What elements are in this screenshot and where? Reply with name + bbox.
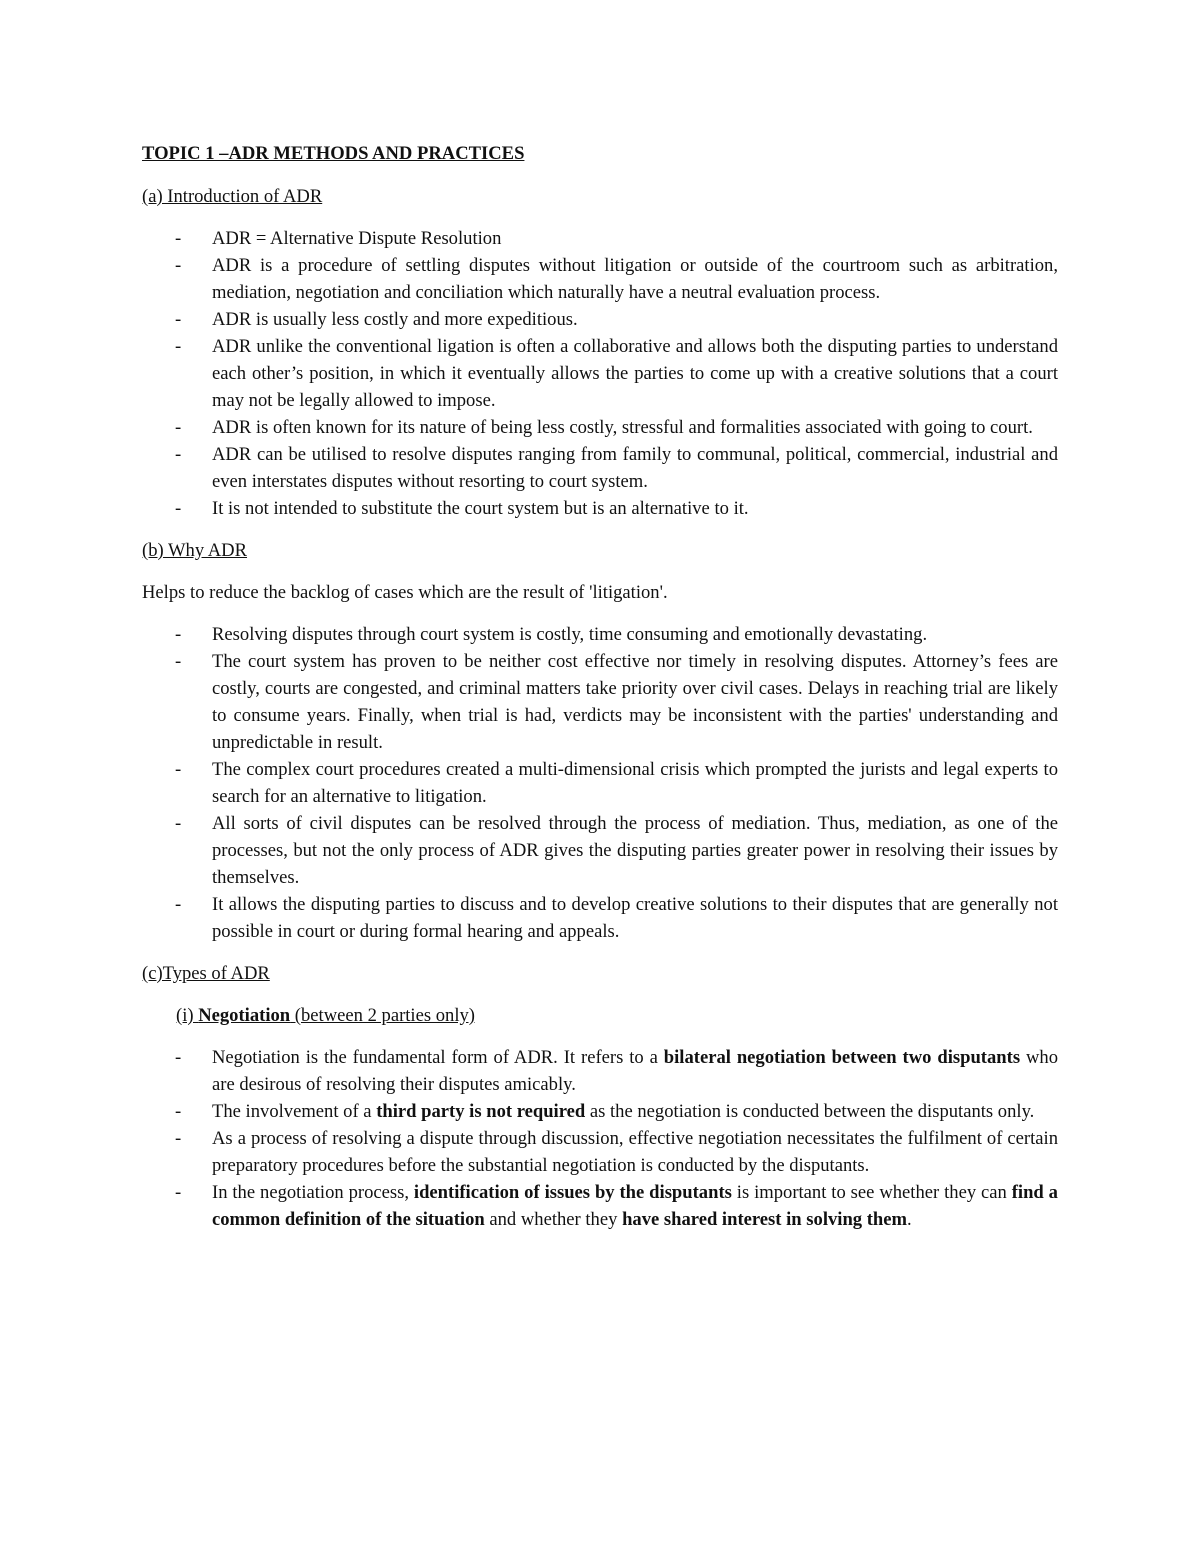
list-item <box>142 1098 1058 1125</box>
list-item <box>142 1179 1058 1233</box>
list-item <box>142 1044 1058 1098</box>
document-page <box>142 140 1058 1248</box>
list-item: - ADR = Alternative Dispute Resolution <box>142 225 1058 252</box>
text-run: as the negotiation is conducted between the disputants only. <box>585 1101 1035 1122</box>
section-a-list <box>142 225 1058 522</box>
list-item: - ADR is a procedure of settling disputes without litigation or outside of the courtroom such as arbitration, mediation, negotiation and conciliation which naturally have a neutral evaluation process. <box>142 252 1058 306</box>
bold-run: third party is not required <box>376 1101 586 1122</box>
text-run: . <box>907 1209 912 1230</box>
list-item: - ADR can be utilised to resolve disputes ranging from family to communal, political, commercial, industrial and even interstates disputes without resorting to court system. <box>142 441 1058 495</box>
bold-run: have shared interest in solving them <box>622 1209 908 1230</box>
list-item: - It is not intended to substitute the court system but is an alternative to it. <box>142 495 1058 522</box>
negotiation-subheading <box>176 1002 1058 1029</box>
bold-run: identification of issues by the disputants <box>413 1182 732 1203</box>
list-item: - Resolving disputes through court system is costly, time consuming and emotionally devastating. <box>142 621 1058 648</box>
bold-run: find a common definition of the situation <box>212 1182 1058 1230</box>
subheading-suffix: (between 2 parties only) <box>290 1005 475 1026</box>
text-run: In the negotiation process, <box>212 1182 414 1203</box>
section-b-intro: Helps to reduce the backlog of cases which are the result of 'litigation'. <box>142 582 668 603</box>
text-run: who are desirous of resolving their disputes amicably. <box>212 1047 1058 1095</box>
document-title: TOPIC 1 –ADR METHODS AND PRACTICES <box>142 143 525 164</box>
list-item: - The court system has proven to be neither cost effective nor timely in resolving disputes. Attorney’s fees are costly, courts are congested, and criminal matters take priority over civil cases. Delays in reaching trial are likely to consume years. Finally, when trial is had, verdicts may be inconsistent with the parties' understanding and unpredictable in result. <box>142 648 1058 756</box>
text-run: The involvement of a <box>212 1101 377 1122</box>
text-run: Negotiation is the fundamental form of ADR. It refers to a <box>212 1047 664 1068</box>
section-c-list <box>142 1044 1058 1233</box>
list-item: - It allows the disputing parties to discuss and to develop creative solutions to their disputes that are generally not possible in court or during formal hearing and appeals. <box>142 891 1058 945</box>
section-c-heading: (c)Types of ADR <box>142 963 270 984</box>
section-a-heading: (a) Introduction of ADR <box>142 186 323 207</box>
bold-run: bilateral negotiation between two disputants <box>663 1047 1021 1068</box>
text-run: is important to see whether they can <box>731 1182 1012 1203</box>
section-b-heading: (b) Why ADR <box>142 540 248 561</box>
list-item: - ADR is often known for its nature of being less costly, stressful and formalities associated with going to court. <box>142 414 1058 441</box>
list-item: - ADR unlike the conventional ligation is often a collaborative and allows both the disputing parties to understand each other’s position, in which it eventually allows the parties to come up with a creative solutions that a court may not be legally allowed to impose. <box>142 333 1058 414</box>
subheading-bold: Negotiation <box>198 1005 291 1026</box>
list-item: - The complex court procedures created a multi-dimensional crisis which prompted the jurists and legal experts to search for an alternative to litigation. <box>142 756 1058 810</box>
list-item: - All sorts of civil disputes can be resolved through the process of mediation. Thus, mediation, as one of the processes, but not the only process of ADR gives the disputing parties greater power in resolving their issues by themselves. <box>142 810 1058 891</box>
section-b-list <box>142 621 1058 945</box>
text-run: and whether they <box>484 1209 623 1230</box>
list-item: - As a process of resolving a dispute through discussion, effective negotiation necessitates the fulfilment of certain preparatory procedures before the substantial negotiation is conducted by the disputants. <box>142 1125 1058 1179</box>
subheading-prefix: (i) <box>176 1005 199 1026</box>
list-item: - ADR is usually less costly and more expeditious. <box>142 306 1058 333</box>
